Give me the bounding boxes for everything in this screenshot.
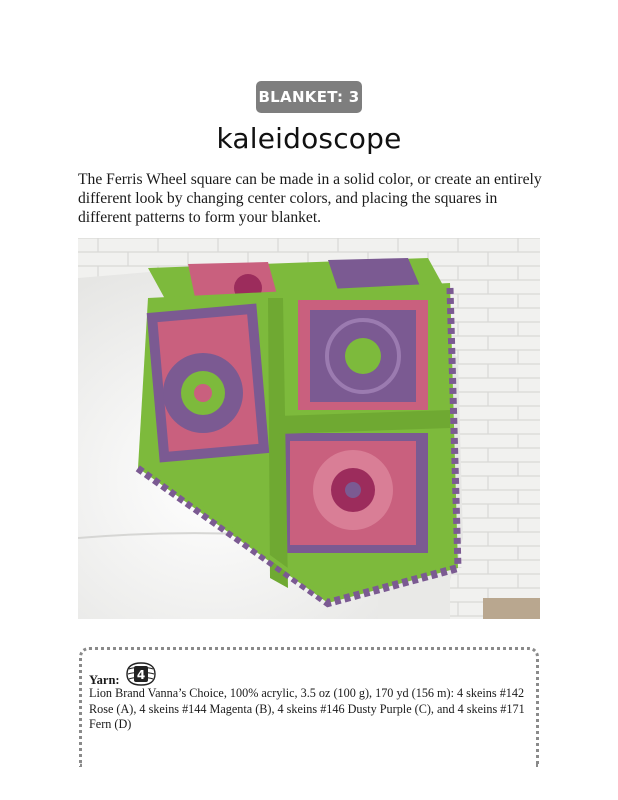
page-title: kaleidoscope: [216, 122, 402, 155]
yarn-description: Lion Brand Vanna’s Choice, 100% acrylic, 3.5 oz (100 g), 170 yd (156 m): 4 skeins #142 Rose (A), 4 skeins #144 Magenta (B), 4 skeins #146 Dusty Purple (C), and 4 skeins #171 Fern (D): [89, 686, 525, 731]
blanket-number-badge: [256, 81, 362, 113]
badge-label: BLANKET: 3: [258, 88, 360, 106]
yarn-weight-icon: [124, 661, 158, 687]
yarn-weight-number: 4: [136, 668, 145, 682]
intro-paragraph: The Ferris Wheel square can be made in a solid color, or create an entirely different look by changing center colors, and placing the squares in different patterns to form your blanket.: [78, 171, 542, 226]
yarn-label: Yarn:: [89, 673, 120, 687]
blanket-photo: [78, 238, 540, 619]
yarn-heading: [89, 661, 158, 687]
